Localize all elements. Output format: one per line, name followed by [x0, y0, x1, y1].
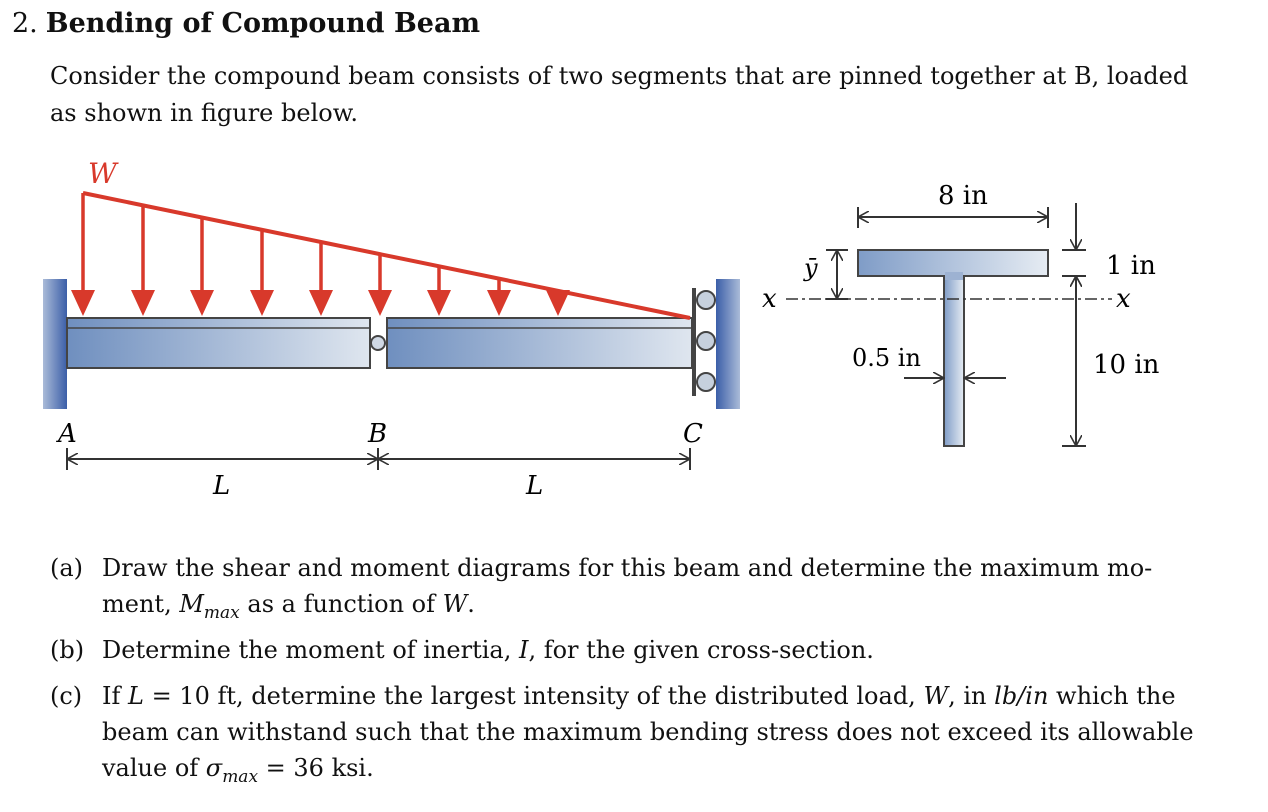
label-c: C	[683, 419, 703, 449]
beam-segment-ab	[67, 318, 370, 368]
flange-thickness-dimension	[1062, 203, 1086, 296]
right-wall	[716, 279, 740, 409]
question-b-text: Determine the moment of inertia, I, for the given cross-section.	[102, 636, 874, 664]
question-c-line-2: beam can withstand such that the maximum bending stress does not exceed its allowable	[102, 718, 1194, 746]
axis-label-left: x	[762, 284, 777, 314]
beam-segment-bc	[387, 318, 692, 368]
flange-thickness-label: 1 in	[1106, 251, 1156, 281]
depth-dimension	[1062, 276, 1086, 446]
label-b: B	[368, 419, 388, 449]
left-wall	[43, 279, 67, 409]
span-label-2: L	[526, 471, 544, 501]
question-a-line-2: ment, $M_{max}$ as a function of W.	[102, 590, 475, 623]
roller-support-c	[692, 288, 715, 396]
flange-width-label: 8 in	[938, 181, 988, 211]
question-c-line-3: value of $\sigma_{max} = 36$ ksi.	[102, 754, 374, 787]
centroid-label: ȳ	[804, 254, 818, 282]
problem-intro	[50, 58, 1230, 132]
question-c-line-1: If L = 10 ft, determine the largest intensity of the distributed load, W, in lb/in which the	[102, 682, 1176, 710]
problem-heading	[12, 8, 480, 39]
span-label-1: L	[213, 471, 231, 501]
intro-line-1: Consider the compound beam consists of two segments that are pinned together at B, loaded	[50, 62, 1189, 90]
label-a: A	[58, 419, 77, 449]
distributed-load	[71, 157, 690, 318]
intro-line-2: as shown in figure below.	[50, 99, 359, 127]
load-label-w: W	[88, 157, 117, 190]
beam-figure	[0, 150, 1268, 510]
problem-number: 2.	[12, 8, 38, 39]
web-thickness-label: 0.5 in	[852, 344, 921, 372]
depth-label: 10 in	[1093, 350, 1160, 380]
question-c-label: (c)	[50, 682, 83, 710]
web	[944, 276, 964, 446]
problem-title: Bending of Compound Beam	[45, 8, 481, 39]
question-b-label: (b)	[50, 636, 85, 664]
centroid-dimension	[826, 250, 848, 299]
question-a-label: (a)	[50, 554, 84, 582]
axis-label-right: x	[1116, 284, 1131, 314]
span-dimension	[67, 448, 690, 470]
pin-b	[371, 336, 385, 350]
question-a-line-1: Draw the shear and moment diagrams for this beam and determine the maximum mo-	[102, 554, 1153, 582]
